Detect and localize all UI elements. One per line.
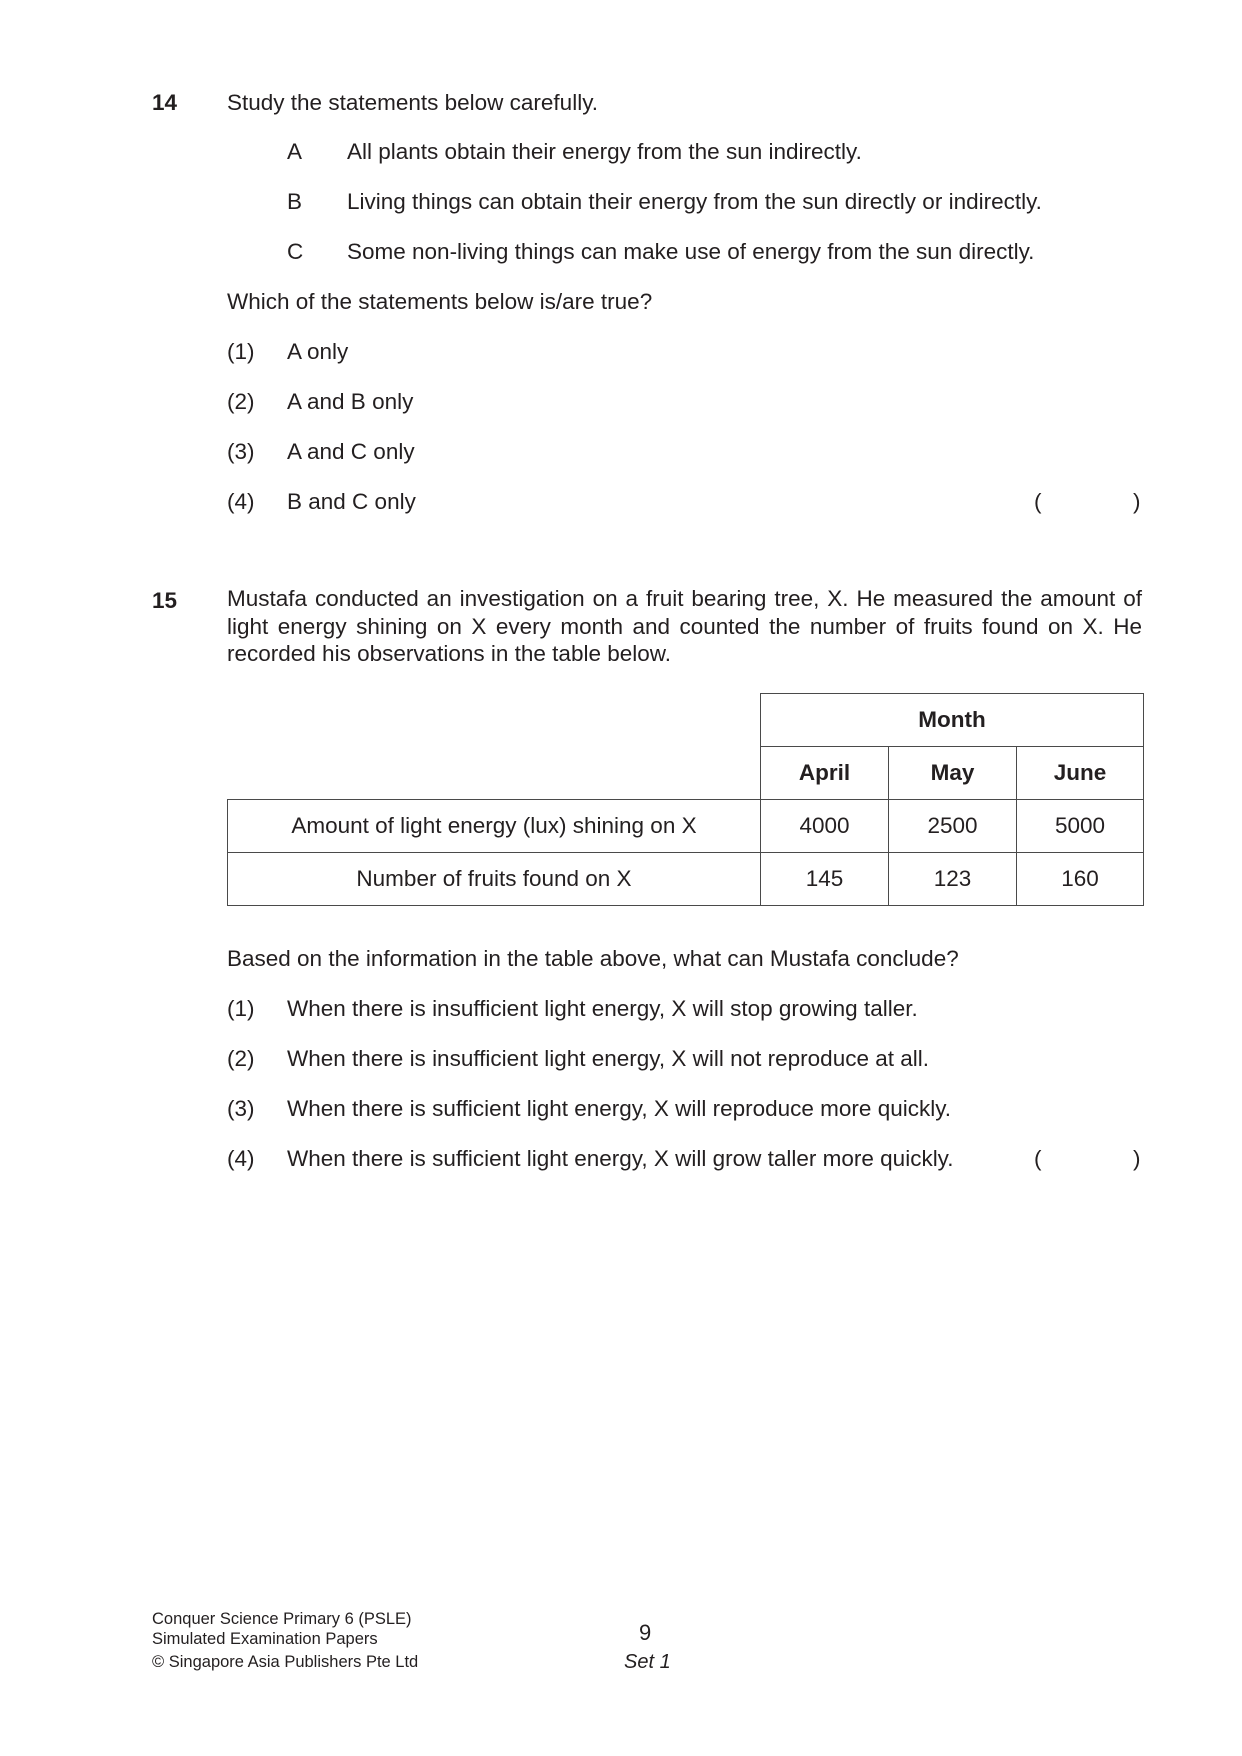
table-cell: 160	[1017, 853, 1144, 906]
footer-copyright: © Singapore Asia Publishers Pte Ltd	[152, 1653, 419, 1671]
statement-label: A	[287, 139, 303, 164]
question-number: 14	[152, 90, 178, 115]
option-text: When there is sufficient light energy, X will grow taller more quickly.	[287, 1146, 954, 1171]
table-row-label: Amount of light energy (lux) shining on X	[228, 800, 761, 853]
option-label: (2)	[227, 1046, 255, 1071]
option-text: A and C only	[287, 439, 415, 464]
option-text: When there is sufficient light energy, X will reproduce more quickly.	[287, 1096, 952, 1121]
table-cell: 123	[889, 853, 1017, 906]
question-number: 15	[152, 588, 178, 613]
option-label: (3)	[227, 1096, 255, 1121]
statement-text: Some non-living things can make use of energy from the sun directly.	[347, 239, 1035, 264]
question-text: Based on the information in the table above, what can Mustafa conclude?	[227, 946, 959, 971]
footer-subtitle: Simulated Examination Papers	[152, 1630, 378, 1648]
table-row	[228, 853, 1144, 906]
table-row-label: Number of fruits found on X	[228, 853, 761, 906]
page-number: 9	[639, 1620, 652, 1645]
answer-bracket-close: )	[1133, 1146, 1141, 1171]
option-text: When there is insufficient light energy, X will stop growing taller.	[287, 996, 918, 1021]
option-label: (4)	[227, 489, 255, 514]
option-label: (3)	[227, 439, 255, 464]
table-cell: 145	[761, 853, 889, 906]
statement-label: C	[287, 239, 304, 264]
option-label: (4)	[227, 1146, 255, 1171]
set-label: Set 1	[624, 1651, 671, 1673]
answer-bracket-open: (	[1034, 489, 1042, 514]
table-column-header: April	[761, 747, 889, 800]
observation-table	[227, 693, 1144, 906]
question-prompt: Study the statements below carefully.	[227, 90, 599, 115]
answer-bracket-close: )	[1133, 489, 1141, 514]
option-text: When there is insufficient light energy, X will not reproduce at all.	[287, 1046, 929, 1071]
table-column-header: June	[1017, 747, 1144, 800]
table-cell: 2500	[889, 800, 1017, 853]
option-label: (1)	[227, 996, 255, 1021]
option-text: B and C only	[287, 489, 416, 514]
question-text: Which of the statements below is/are true?	[227, 289, 653, 314]
option-text: A only	[287, 339, 349, 364]
option-text: A and B only	[287, 389, 414, 414]
table-cell: 5000	[1017, 800, 1144, 853]
table-column-header: May	[889, 747, 1017, 800]
table-row	[228, 800, 1144, 853]
option-label: (2)	[227, 389, 255, 414]
table-blank-cell	[228, 694, 761, 800]
statement-label: B	[287, 189, 303, 214]
footer-book-title: Conquer Science Primary 6 (PSLE)	[152, 1610, 412, 1628]
table-cell: 4000	[761, 800, 889, 853]
statement-text: Living things can obtain their energy from the sun directly or indirectly.	[347, 189, 1042, 214]
option-label: (1)	[227, 339, 255, 364]
answer-bracket-open: (	[1034, 1146, 1042, 1171]
table-group-header: Month	[761, 694, 1144, 747]
question-intro: Mustafa conducted an investigation on a fruit bearing tree, X. He measured the amount of light energy shining on X every month and counted the number of fruits found on X. He recorded his observations in the table below.	[227, 586, 1142, 666]
statement-text: All plants obtain their energy from the sun indirectly.	[347, 139, 862, 164]
